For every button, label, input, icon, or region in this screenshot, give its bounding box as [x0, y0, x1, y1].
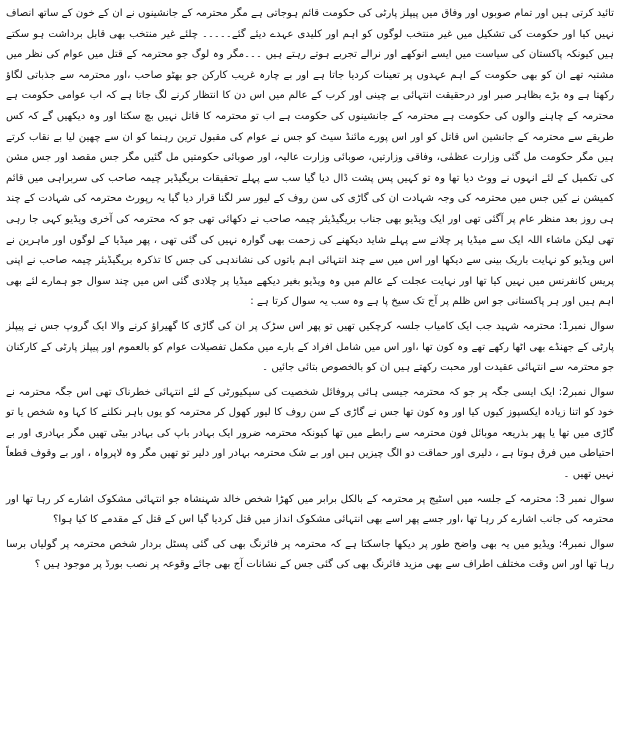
- question-1-paragraph: سوال نمبر1: محترمہ شہید جب ایک کامیاب جلسہ کرچکیں تھیں تو پھر اس سڑک پر ان کی گاڑی کا گھیراؤ کرنے والا ایک گروپ جس نے پیپلز پارٹی کے جھنڈے بھی اٹھا رکھے تھے وہ کون تھا ،اور اس میں شامل افراد کے بارے میں مکمل تفصیلات عوام کو بالعموم اور پیپلز پارٹی کے کارکنان جو محترمہ سے انتہائی عقیدت اور محبت رکھتے ہیں ان کو بالخصوص بتائی جائیں ۔: [6, 320, 614, 374]
- question-2-paragraph: سوال نمبر2: ایک ایسی جگہ پر جو کہ محترمہ جیسی ہائی پروفائل شخصیت کی سیکیورٹی کے لئے انتہائی خطرناک تھی اس جگہ محترمہ نے خود کو اتنا زیادہ ایکسپوز کیوں کیا اور وہ کون تھا جس نے گاڑی کے سن روف کا لیور کھول کر محترمہ کو یوں باہر نکلنے کا کہا وہ شخص یا تو گاڑی میں تھا یا پھر بذریعہ موبائل فون محترمہ سے رابطے میں تھا کیونکہ محترمہ ضرور ایک بہادر باپ کی بہادر بیٹی تھیں مگر بہادری اور بے احتیاطی میں فرق ہوتا ہے ، دلیری اور حماقت دو الگ چیزیں ہیں اور بے شک محترمہ بہادر اور دلیر تو تھیں مگر وہ لاپرواہ ، اور بے وقوف قطعاً نہیں تھیں ۔: [6, 386, 614, 481]
- question-4-paragraph: سوال نمبر4: ویڈیو میں یہ بھی واضح طور پر دیکھا جاسکتا ہے کہ محترمہ پر فائرنگ بھی کی گئی پسٹل بردار شخص محترمہ پر گولیاں برسا رہا تھا اور اس وقت مختلف اطراف سے بھی مزید فائرنگ بھی کی گئی جس کے نشانات آج بھی جائے وقوعہ پر نصب بورڈ پر موجود ہیں ؟: [6, 538, 614, 571]
- article-paragraph-intro: تائید کرتی ہیں اور تمام صوبوں اور وفاق میں پیپلز پارٹی کی حکومت قائم ہوجاتی ہے مگر محترمہ کے جانشینوں نے ان کے خون کے ساتھ انصاف نہیں کیا اور حکومت کی تشکیل میں غیر منتخب لوگوں کو اہم اور کلیدی عہدے دیئے گئے۔۔۔۔۔ چلئے غیر منتخب بھی قابل برداشت ہو سکتے ہیں کیونکہ پاکستان کی سیاست میں ایسے انوکھے اور نرالے تجربے ہوتے رہتے ہیں ۔۔۔مگر وہ لوگ جو محترمہ کے قتل میں عوام کی نظر میں مشتبہ تھے ان کو بھی حکومت کے اہم عہدوں پر تعینات کردیا جاتا ہے اور بے چارہ غریب کارکن جو بھٹو صاحب ،اور محترمہ سے جذباتی لگاؤ رکھتا ہے وہ بڑے بظاہر صبر اور درحقیقت انتہائی بے چینی اور کرب کے عالم میں اس دن کا انتظار کرنے لگ جاتا ہے کہ اب عوامی حکومت ہے محترمہ کے چاہنے والوں کی حکومت ہے محترمہ کے جانشینوں کی حکومت ہے اب تو محترمہ کا قاتل نہیں بچ سکتا اور وہ دیکھیں گے کہ کس طریقے سے محترمہ کے جانشین اس قاتل کو اور اس پورے مائنڈ سیٹ کو جس نے عوام کی مقبول ترین رہنما کو ان سے چھین لیا بے نقاب کرتے ہیں مگر حکومت مل گئی وزارت عظمٰی، وفاقی وزارتیں، صوبائی وزارت عالیہ، اور صوبائی حکومتیں مل گئیں مگر جس مقصد اور جس مشن کی تکمیل کے لئے انہوں نے ووٹ دیا تھا وہ تو کہیں پس پشت ڈال دیا گیا سب سے پہلے تحقیقات بریگیڈیر چیمہ صاحب کی سربراہی میں قائم کمیشن نے کیں جس میں محترمہ کی وجہ شہادت ان کی گاڑی کی سن روف کے لیور سر لگنا قرار دیا گیا یہ رپورٹ محترمہ کی شہادت کے چند ہی روز بعد منظر عام پر آگئی تھی اور ایک ویڈیو بھی جناب بریگیڈیئر چیمہ صاحب نے دکھائی تھی جو کہ محترمہ کی آخری ویڈیو کہی جا رہی تھی لیکن ماشاء اللہ ایک سے میڈیا پر چلانے سے پہلے شاید دیکھنے کی زحمت بھی گوارہ نہیں کی گئی تھی ، پھر میڈیا کے لوگوں اور ماہرین نے اس ویڈیو کو نہایت باریک بینی سے دیکھا اور اس میں سے چند انتہائی اہم باتوں کی نشاندہی کی جس کا تذکرہ بریگیڈیئر چیمہ صاحب نے اپنی پریس کانفرنس میں نہیں کیا تھا اور نہایت عجلت کے عالم میں وہ ویڈیو بغیر دیکھے میڈیا پر چلادی گئی اس میں چند سوال جو ہمارے لئے بھی اہم ہیں اور ہر پاکستانی جو اس ظلم پر آج تک سیخ پا ہے وہ سب یہ سوال کرتا ہے :: [6, 8, 614, 308]
- question-3-paragraph: سوال نمبر 3: محترمہ کے جلسہ میں اسٹیج پر محترمہ کے بالکل برابر میں کھڑا شخص خالد شہنشاہ جو انتہائی مشکوک اشارے کر رہا تھا اور محترمہ کی جانب اشارے کر رہا تھا ،اور جسے پھر اسے بھی انتہائی مشکوک انداز میں قتل کردیا گیا اس کے قتل کے مقدمے کا کیا ہوا؟: [6, 493, 614, 526]
